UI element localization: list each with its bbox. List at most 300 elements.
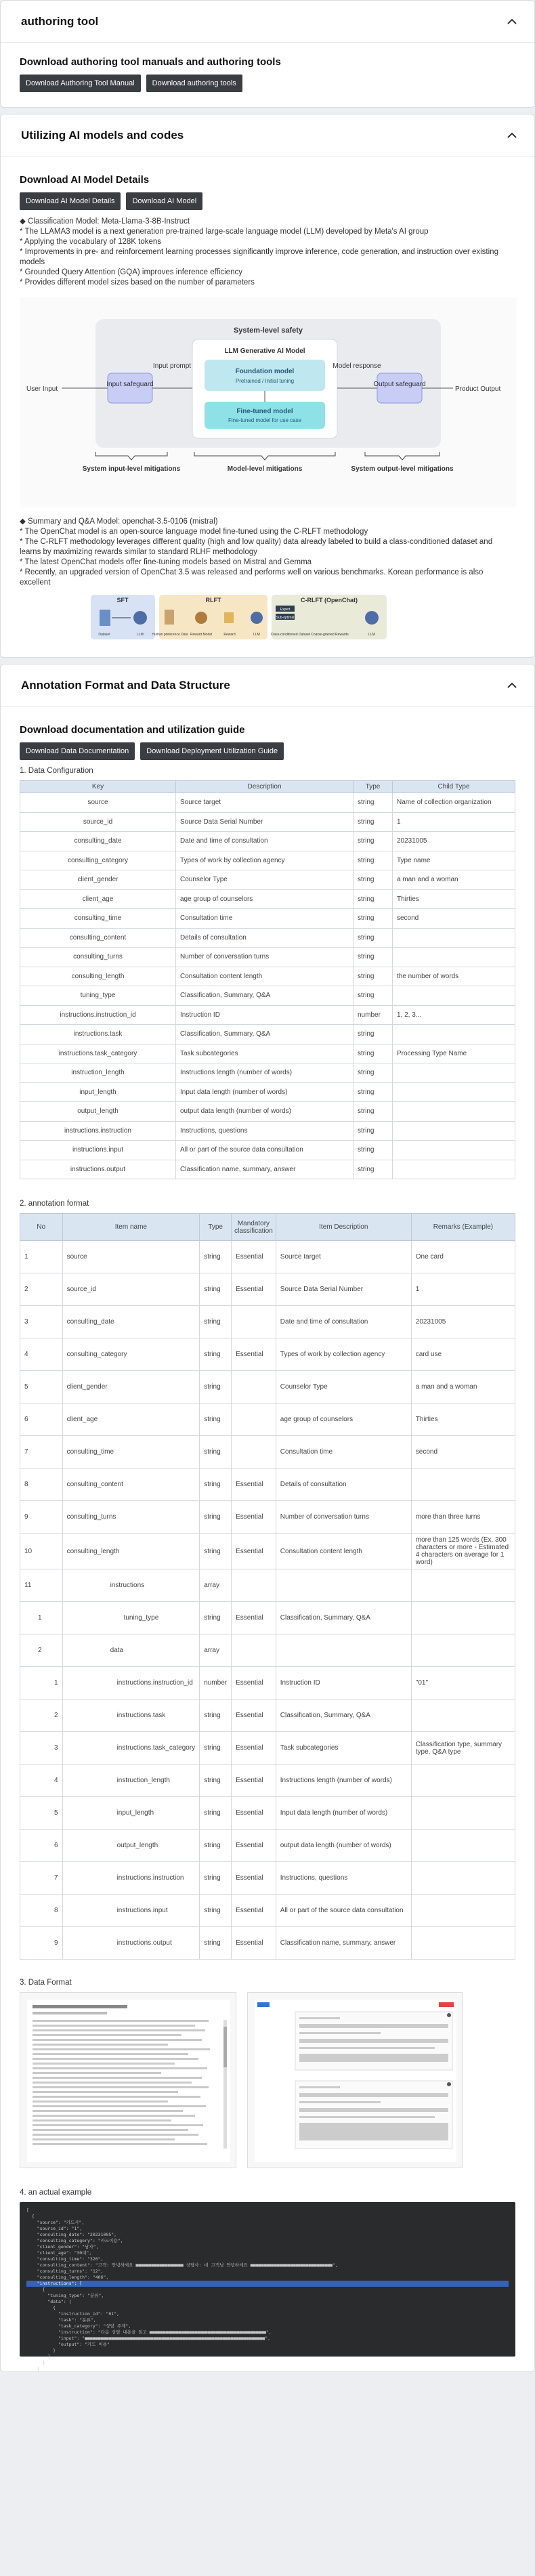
- panel-title: Utilizing AI models and codes: [21, 128, 184, 142]
- table-cell: Source Data Serial Number: [176, 812, 354, 832]
- table-cell: [393, 948, 515, 967]
- column-header: Type: [354, 781, 393, 793]
- bullet-line: * The latest OpenChat models offer fine-tuning models based on Mistral and Gemma: [20, 558, 312, 566]
- table-cell: [393, 928, 515, 948]
- json-example-code: [20, 2202, 515, 2371]
- table-row: [20, 812, 515, 832]
- table-cell: [411, 1830, 515, 1862]
- rlft-label: RLFT: [205, 597, 221, 604]
- table-cell: [393, 1121, 515, 1141]
- table-cell: string: [354, 967, 393, 986]
- table-cell: consulting_date: [62, 1306, 200, 1338]
- table-cell: source_id: [62, 1273, 200, 1306]
- section-heading: 2. annotation format: [20, 1200, 89, 1208]
- table-cell: string: [354, 1102, 393, 1122]
- table-cell: Essential: [232, 1602, 276, 1634]
- table-cell: 1: [411, 1273, 515, 1306]
- table-cell: [411, 1602, 515, 1634]
- table-cell: [276, 1569, 411, 1602]
- table-row: [20, 1797, 515, 1830]
- table-cell: [393, 1141, 515, 1160]
- annotation-format-header[interactable]: [1, 664, 534, 706]
- table-cell: 6: [20, 1830, 63, 1862]
- table-cell: age group of counselors: [176, 889, 354, 909]
- table-cell: [232, 1436, 276, 1469]
- chevron-up-icon[interactable]: [506, 129, 518, 142]
- table-cell: Classification, Summary, Q&A: [176, 1025, 354, 1044]
- table-cell: Essential: [232, 1273, 276, 1306]
- crlft-sub: Class-conditioned Dataset: [270, 633, 311, 637]
- table-cell: [393, 1063, 515, 1083]
- foundation-label: Foundation model: [235, 368, 295, 375]
- table-cell: string: [354, 870, 393, 890]
- bullet-line: * The OpenChat model is an open-source language model fine-tuned using the C-RLFT methodology: [20, 528, 368, 536]
- table-cell: 1, 2, 3...: [393, 1005, 515, 1025]
- table-cell: string: [354, 1025, 393, 1044]
- download-data-documentation-button[interactable]: Download Data Documentation: [20, 742, 135, 760]
- table-row: [20, 851, 515, 870]
- table-cell: instructions.instruction: [62, 1862, 200, 1895]
- table-cell: [393, 1160, 515, 1179]
- table-cell: [232, 1371, 276, 1403]
- model-response-label: Model response: [333, 362, 381, 370]
- table-cell: 3: [20, 1732, 63, 1765]
- table-cell: Counselor Type: [276, 1371, 411, 1403]
- foundation-sub: Pretrained / Initial tuning: [235, 378, 295, 384]
- table-cell: [393, 1102, 515, 1122]
- data-configuration-table: [20, 780, 515, 1179]
- table-cell: consulting_time: [62, 1436, 200, 1469]
- table-cell: Classification, Summary, Q&A: [276, 1699, 411, 1732]
- table-cell: instructions.task: [20, 1025, 176, 1044]
- table-cell: Essential: [232, 1501, 276, 1534]
- bullet-line: * Recently, an upgraded version of OpenChat 3.5 was released and performs well on various benchmarks. Korean performance is also excellent: [20, 568, 484, 587]
- data-format-screenshot-2: [247, 1992, 463, 2168]
- crlft-label: C-RLFT (OpenChat): [301, 597, 358, 604]
- bullet-line: * Improvements in pre- and reinforcement learning processes significantly improve inference, code generation, and instruction over existing models: [20, 248, 498, 266]
- table-cell: Instruction ID: [276, 1667, 411, 1699]
- table-cell: 5: [20, 1371, 63, 1403]
- table-row: [20, 1895, 515, 1927]
- table-cell: 6: [20, 1403, 63, 1436]
- product-output-label: Product Output: [455, 385, 501, 393]
- table-cell: 7: [20, 1862, 63, 1895]
- column-header: Child Type: [393, 781, 515, 793]
- code-line: "input": "■■■■■■■■■■■■■■■■■■■■■■■■■■■■■■■■■■■■■■■■■■■■■■■■■■■■■■■■■■■■■■■■■■■■",: [26, 2336, 271, 2341]
- table-cell: source: [20, 793, 176, 813]
- code-line: "consulting_turns": "12",: [26, 2268, 104, 2274]
- download-authoring-manual-button[interactable]: Download Authoring Tool Manual: [20, 75, 141, 92]
- table-cell: output_length: [62, 1830, 200, 1862]
- code-line: "consulting_content": "고객: 안녕하세요 ■■■■■■■■■■■■■■■■■■ 상담사: 네 고객님 안녕하세요 ■■■■■■■■■■■■■■■■■■■■■■■■■■■■■■■",: [26, 2262, 338, 2268]
- ai-models-panel: [0, 114, 535, 658]
- table-cell: Input data length (number of words): [176, 1082, 354, 1102]
- table-cell: Essential: [232, 1534, 276, 1569]
- table-cell: input_length: [62, 1797, 200, 1830]
- table-cell: Details of consultation: [176, 928, 354, 948]
- table-cell: string: [200, 1862, 232, 1895]
- table-cell: Instructions length (number of words): [276, 1765, 411, 1797]
- suboptimal-tag-label: Sub-optimal: [276, 616, 295, 620]
- table-cell: [393, 986, 515, 1006]
- column-header: Item Description: [276, 1214, 411, 1241]
- table-cell: Date and time of consultation: [176, 832, 354, 851]
- code-line: "tuning_type": "분류",: [26, 2293, 104, 2298]
- table-cell: 11: [20, 1569, 63, 1602]
- table-cell: 20231005: [411, 1306, 515, 1338]
- table-cell: string: [200, 1501, 232, 1534]
- table-cell: string: [200, 1797, 232, 1830]
- table-cell: instructions.input: [62, 1895, 200, 1927]
- table-cell: "01": [411, 1667, 515, 1699]
- table-cell: 8: [20, 1469, 63, 1501]
- authoring-tool-header[interactable]: [1, 1, 534, 43]
- table-cell: Counselor Type: [176, 870, 354, 890]
- code-line: "task_category": "상담 주제",: [26, 2323, 131, 2329]
- table-cell: All or part of the source data consultation: [176, 1141, 354, 1160]
- code-line: "source": "카드사",: [26, 2220, 85, 2225]
- table-row: [20, 1667, 515, 1699]
- table-cell: Input data length (number of words): [276, 1797, 411, 1830]
- table-cell: Essential: [232, 1927, 276, 1960]
- table-cell: source: [62, 1241, 200, 1273]
- annotation-format-table: [20, 1213, 515, 1960]
- table-cell: Source Data Serial Number: [276, 1273, 411, 1306]
- table-cell: string: [354, 1160, 393, 1179]
- editor-preview-icon: [255, 2000, 456, 2162]
- table-cell: [411, 1895, 515, 1927]
- table-cell: string: [354, 889, 393, 909]
- data-format-screenshot-1: [20, 1992, 236, 2168]
- ai-models-header[interactable]: [1, 114, 534, 156]
- code-line: }: [26, 2348, 56, 2353]
- sft-sub: LLM: [137, 633, 144, 637]
- section-heading: 4. an actual example: [20, 2189, 92, 2197]
- code-line: "instruction_id": "01",: [26, 2311, 119, 2317]
- table-row: [20, 909, 515, 929]
- network-icon: [251, 612, 263, 624]
- table-row: [20, 1569, 515, 1602]
- llama-description: [20, 217, 515, 288]
- table-cell: card use: [411, 1338, 515, 1371]
- table-cell: [393, 1082, 515, 1102]
- network-icon: [365, 611, 379, 625]
- bullet-line: ◆ Classification Model: Meta-Llama-3-8B-Instruct: [20, 217, 190, 226]
- table-cell: instructions.instruction: [20, 1121, 176, 1141]
- table-row: [20, 889, 515, 909]
- download-ai-model-button[interactable]: Download AI Model: [126, 192, 202, 210]
- table-cell: One card: [411, 1241, 515, 1273]
- table-cell: Instructions, questions: [176, 1121, 354, 1141]
- panel-title: Annotation Format and Data Structure: [21, 678, 230, 692]
- table-row: [20, 1830, 515, 1862]
- code-line: {: [26, 2287, 45, 2292]
- code-line: "client_age": "30대",: [26, 2250, 92, 2256]
- crlft-sub: LLM: [368, 633, 375, 637]
- table-cell: 1: [20, 1602, 63, 1634]
- table-cell: instructions.output: [62, 1927, 200, 1960]
- finetuned-model-box: [205, 402, 325, 429]
- input-safeguard-box: [108, 373, 152, 403]
- table-cell: Instruction ID: [176, 1005, 354, 1025]
- table-cell: string: [354, 986, 393, 1006]
- table-cell: a man and a woman: [393, 870, 515, 890]
- table-cell: client_age: [62, 1403, 200, 1436]
- table-cell: Essential: [232, 1895, 276, 1927]
- preference-icon: [165, 610, 174, 625]
- input-prompt-label: Input prompt: [152, 362, 192, 370]
- download-deployment-guide-button[interactable]: Download Deployment Utilization Guide: [140, 742, 284, 760]
- table-cell: 5: [20, 1797, 63, 1830]
- data-format-images: [20, 1992, 515, 2168]
- table-cell: consulting_category: [20, 851, 176, 870]
- table-row: [20, 1501, 515, 1534]
- table-cell: Number of conversation turns: [176, 948, 354, 967]
- table-cell: output data length (number of words): [176, 1102, 354, 1122]
- table-cell: source_id: [20, 812, 176, 832]
- code-line: "output": "카드 이용": [26, 2342, 110, 2347]
- code-line: "consulting_date": "20231005",: [26, 2232, 117, 2237]
- table-row: [20, 1602, 515, 1634]
- code-line: "client_gender": "남자",: [26, 2244, 99, 2250]
- section-heading: 1. Data Configuration: [20, 767, 93, 775]
- panel-subtitle: Download authoring tool manuals and authoring tools: [20, 56, 281, 68]
- table-cell: Essential: [232, 1338, 276, 1371]
- table-cell: Essential: [232, 1765, 276, 1797]
- table-cell: 20231005: [393, 832, 515, 851]
- table-cell: string: [354, 812, 393, 832]
- table-cell: string: [354, 948, 393, 967]
- table-cell: instructions.output: [20, 1160, 176, 1179]
- table-cell: string: [354, 832, 393, 851]
- code-line: "consulting_category": "카드이용",: [26, 2238, 123, 2243]
- table-row: [20, 1241, 515, 1273]
- table-row: [20, 1044, 515, 1063]
- table-cell: output data length (number of words): [276, 1830, 411, 1862]
- table-cell: 3: [20, 1306, 63, 1338]
- table-cell: output_length: [20, 1102, 176, 1122]
- table-cell: Classification, Summary, Q&A: [276, 1602, 411, 1634]
- table-cell: string: [200, 1699, 232, 1732]
- table-cell: [411, 1469, 515, 1501]
- table-cell: consulting_time: [20, 909, 176, 929]
- table-cell: 7: [20, 1436, 63, 1469]
- code-line: }: [26, 2360, 45, 2365]
- code-line: "consulting_time": "320",: [26, 2256, 104, 2262]
- table-cell: consulting_length: [20, 967, 176, 986]
- table-cell: string: [354, 1063, 393, 1083]
- rlft-sub: Human preference Data: [152, 633, 188, 637]
- column-header: Remarks (Example): [411, 1214, 515, 1241]
- table-cell: string: [200, 1436, 232, 1469]
- code-line: {: [26, 2305, 56, 2310]
- table-cell: number: [354, 1005, 393, 1025]
- table-cell: tuning_type: [62, 1602, 200, 1634]
- table-cell: [411, 1699, 515, 1732]
- table-cell: Type name: [393, 851, 515, 870]
- network-icon: [133, 611, 147, 625]
- bullet-line: * Grounded Query Attention (GQA) improves inference efficiency: [20, 268, 242, 276]
- table-cell: instruction_length: [62, 1765, 200, 1797]
- column-header: Type: [200, 1214, 232, 1241]
- table-row: [20, 1436, 515, 1469]
- table-cell: consulting_content: [20, 928, 176, 948]
- table-cell: Name of collection organization: [393, 793, 515, 813]
- user-input-label: User Input: [26, 385, 58, 393]
- table-cell: string: [354, 909, 393, 929]
- table-header-row: [20, 1214, 515, 1241]
- table-cell: number: [200, 1667, 232, 1699]
- table-cell: Consultation time: [176, 909, 354, 929]
- table-cell: string: [354, 1082, 393, 1102]
- column-header: Description: [176, 781, 354, 793]
- table-row: [20, 1141, 515, 1160]
- table-cell: 2: [20, 1699, 63, 1732]
- download-authoring-tools-button[interactable]: Download authoring tools: [146, 75, 242, 92]
- table-cell: Thirties: [411, 1403, 515, 1436]
- table-row: [20, 1005, 515, 1025]
- code-line: [: [26, 2208, 29, 2213]
- table-cell: consulting_length: [62, 1534, 200, 1569]
- table-row: [20, 986, 515, 1006]
- table-cell: [232, 1569, 276, 1602]
- code-line: "instruction": "다음 상담 내용을 읽고 ■■■■■■■■■■■■■■■■■■■■■■■■■■■■■■■■■■■■■■■■■■■■",: [26, 2329, 272, 2335]
- table-cell: instructions: [62, 1569, 200, 1602]
- table-row: [20, 1121, 515, 1141]
- table-cell: Consultation content length: [176, 967, 354, 986]
- table-cell: tuning_type: [20, 986, 176, 1006]
- table-cell: string: [200, 1469, 232, 1501]
- reward-icon: [224, 612, 234, 623]
- table-cell: Essential: [232, 1797, 276, 1830]
- table-cell: Essential: [232, 1830, 276, 1862]
- table-cell: [411, 1634, 515, 1667]
- column-header: Item name: [62, 1214, 200, 1241]
- table-cell: 1: [20, 1667, 63, 1699]
- table-cell: Types of work by collection agency: [276, 1338, 411, 1371]
- table-cell: second: [411, 1436, 515, 1469]
- table-cell: string: [354, 1121, 393, 1141]
- table-cell: string: [200, 1306, 232, 1338]
- table-row: [20, 1063, 515, 1083]
- table-cell: All or part of the source data consultation: [276, 1895, 411, 1927]
- rlft-sub: Reward: [223, 633, 236, 637]
- table-cell: string: [200, 1602, 232, 1634]
- table-cell: [411, 1797, 515, 1830]
- bullet-line: ◆ Summary and Q&A Model: openchat-3.5-0106 (mistral): [20, 518, 218, 526]
- table-row: [20, 1534, 515, 1569]
- table-cell: Instructions length (number of words): [176, 1063, 354, 1083]
- table-row: [20, 1338, 515, 1371]
- table-row: [20, 1765, 515, 1797]
- foundation-model-box: [205, 360, 325, 391]
- bullet-line: * The LLAMA3 model is a next generation pre-trained large-scale language model (LLM) developed by Meta's AI group: [20, 228, 429, 236]
- openchat-description: [20, 517, 515, 588]
- chevron-up-icon[interactable]: [506, 16, 518, 28]
- table-cell: consulting_content: [62, 1469, 200, 1501]
- table-cell: client_gender: [62, 1371, 200, 1403]
- sft-label: SFT: [116, 597, 129, 604]
- llm-title: LLM Generative AI Model: [224, 347, 305, 355]
- table-cell: string: [200, 1241, 232, 1273]
- table-row: [20, 870, 515, 890]
- table-cell: Date and time of consultation: [276, 1306, 411, 1338]
- reward-model-icon: [195, 612, 207, 624]
- panel-subtitle: Download AI Model Details: [20, 174, 150, 186]
- table-cell: 8: [20, 1895, 63, 1927]
- table-cell: client_age: [20, 889, 176, 909]
- table-row: [20, 1160, 515, 1179]
- code-line: "data": [: [26, 2299, 72, 2304]
- code-line: ]: [26, 2366, 40, 2371]
- table-cell: [232, 1634, 276, 1667]
- table-cell: Source target: [276, 1241, 411, 1273]
- bullet-line: * The C-RLFT methodology leverages different quality (high and low quality) data already labeled to build a class-conditioned dataset and learns by maximizing rewards similar to standard RLHF methodology: [20, 538, 493, 556]
- table-row: [20, 1469, 515, 1501]
- table-cell: Processing Type Name: [393, 1044, 515, 1063]
- panel-subtitle: Download documentation and utilization guide: [20, 724, 245, 736]
- table-row: [20, 967, 515, 986]
- table-cell: Classification, Summary, Q&A: [176, 986, 354, 1006]
- table-cell: 2: [20, 1273, 63, 1306]
- column-header: No: [20, 1214, 63, 1241]
- table-cell: Consultation time: [276, 1436, 411, 1469]
- table-cell: instructions.task: [62, 1699, 200, 1732]
- table-cell: age group of counselors: [276, 1403, 411, 1436]
- table-row: [20, 1273, 515, 1306]
- output-safeguard-label: Output safeguard: [373, 381, 426, 388]
- table-cell: string: [354, 851, 393, 870]
- table-cell: Essential: [232, 1667, 276, 1699]
- table-cell: Classification name, summary, answer: [276, 1927, 411, 1960]
- table-cell: Classification name, summary, answer: [176, 1160, 354, 1179]
- annotation-format-panel: [0, 664, 535, 2372]
- sft-sub: Dataset: [98, 633, 110, 637]
- download-ai-model-details-button[interactable]: Download AI Model Details: [20, 192, 121, 210]
- table-cell: string: [354, 928, 393, 948]
- table-cell: instructions.task_category: [20, 1044, 176, 1063]
- table-cell: [232, 1403, 276, 1436]
- table-cell: [411, 1927, 515, 1960]
- table-row: [20, 1862, 515, 1895]
- table-cell: instructions.task_category: [62, 1732, 200, 1765]
- table-cell: string: [354, 1044, 393, 1063]
- table-cell: Details of consultation: [276, 1469, 411, 1501]
- table-row: [20, 948, 515, 967]
- mitig-output-label: System output-level mitigations: [351, 465, 454, 473]
- table-cell: instructions.input: [20, 1141, 176, 1160]
- chevron-up-icon[interactable]: [506, 679, 518, 692]
- authoring-tool-panel: [0, 0, 535, 108]
- code-line: {: [26, 2214, 35, 2219]
- table-row: [20, 1403, 515, 1436]
- table-cell: Number of conversation turns: [276, 1501, 411, 1534]
- code-line: ]: [26, 2354, 51, 2359]
- bullet-line: * Applying the vocabulary of 128K tokens: [20, 238, 162, 246]
- dataset-icon: [100, 610, 110, 626]
- table-cell: string: [200, 1534, 232, 1569]
- table-cell: Essential: [232, 1699, 276, 1732]
- table-cell: Instructions, questions: [276, 1862, 411, 1895]
- bullet-line: * Provides different model sizes based on the number of parameters: [20, 278, 255, 287]
- table-cell: string: [200, 1403, 232, 1436]
- rlft-sub: Reward Model: [190, 633, 213, 637]
- mitig-input-label: System input-level mitigations: [82, 465, 181, 473]
- table-cell: the number of words: [393, 967, 515, 986]
- table-row: [20, 832, 515, 851]
- table-cell: array: [200, 1569, 232, 1602]
- table-cell: Essential: [232, 1732, 276, 1765]
